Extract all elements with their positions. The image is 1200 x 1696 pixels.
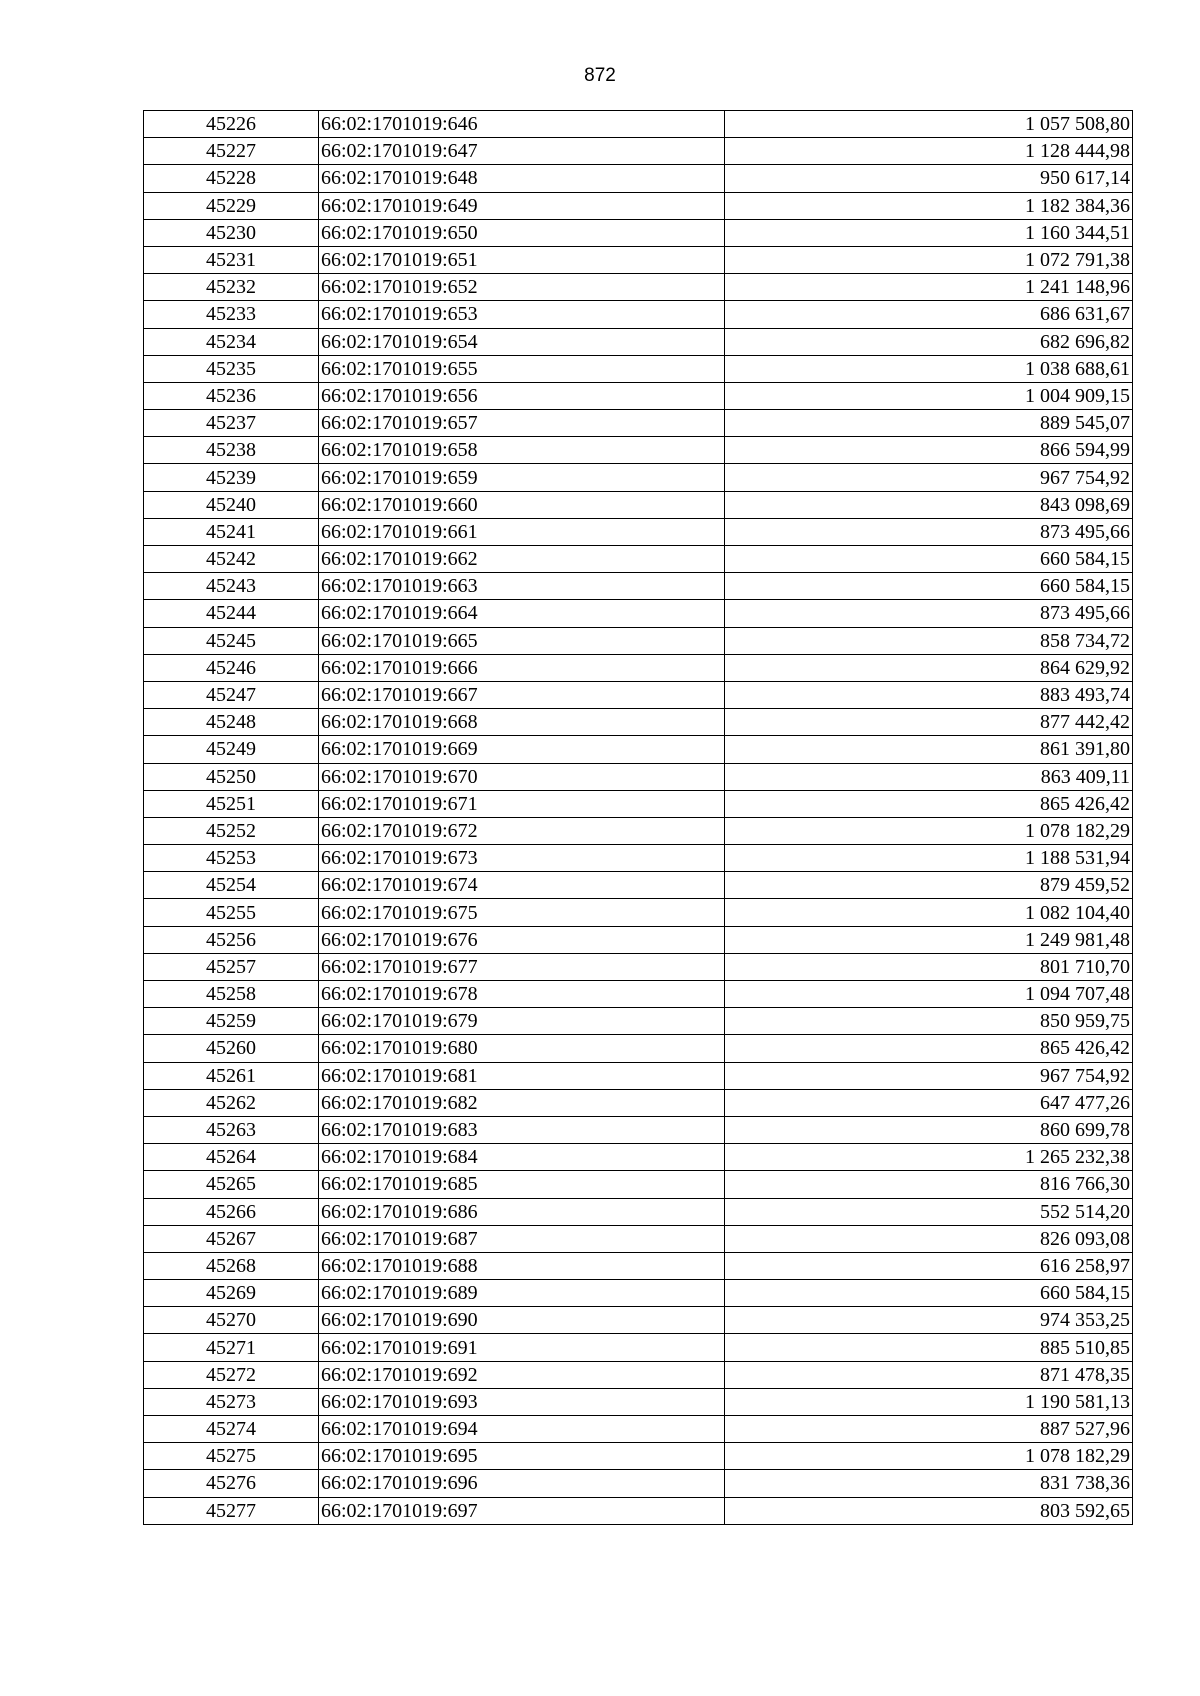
cadastral-number: 66:02:1701019:650 — [319, 219, 725, 246]
cadastral-value: 1 004 909,15 — [725, 382, 1133, 409]
row-number: 45238 — [144, 437, 319, 464]
row-number: 45230 — [144, 219, 319, 246]
table-row — [144, 355, 1133, 382]
cadastral-number: 66:02:1701019:651 — [319, 246, 725, 273]
table-row — [144, 817, 1133, 844]
row-number: 45242 — [144, 546, 319, 573]
row-number: 45276 — [144, 1470, 319, 1497]
cadastral-value: 950 617,14 — [725, 165, 1133, 192]
cadastral-value: 803 592,65 — [725, 1497, 1133, 1524]
cadastral-value: 831 738,36 — [725, 1470, 1133, 1497]
row-number: 45270 — [144, 1307, 319, 1334]
cadastral-value: 873 495,66 — [725, 600, 1133, 627]
table-row — [144, 1225, 1133, 1252]
row-number: 45254 — [144, 872, 319, 899]
cadastral-number: 66:02:1701019:664 — [319, 600, 725, 627]
cadastral-value: 865 426,42 — [725, 1035, 1133, 1062]
row-number: 45233 — [144, 301, 319, 328]
cadastral-number: 66:02:1701019:668 — [319, 709, 725, 736]
row-number: 45227 — [144, 138, 319, 165]
cadastral-value: 616 258,97 — [725, 1252, 1133, 1279]
table-row — [144, 1388, 1133, 1415]
table-row — [144, 274, 1133, 301]
row-number: 45247 — [144, 681, 319, 708]
table-row — [144, 328, 1133, 355]
table-row — [144, 518, 1133, 545]
cadastral-value: 660 584,15 — [725, 546, 1133, 573]
cadastral-number: 66:02:1701019:654 — [319, 328, 725, 355]
row-number: 45266 — [144, 1198, 319, 1225]
row-number: 45253 — [144, 845, 319, 872]
cadastral-number: 66:02:1701019:684 — [319, 1144, 725, 1171]
table-row — [144, 573, 1133, 600]
row-number: 45236 — [144, 382, 319, 409]
cadastral-value: 660 584,15 — [725, 573, 1133, 600]
cadastral-value: 1 038 688,61 — [725, 355, 1133, 382]
table-row — [144, 763, 1133, 790]
table-row — [144, 192, 1133, 219]
cadastral-number: 66:02:1701019:687 — [319, 1225, 725, 1252]
row-number: 45243 — [144, 573, 319, 600]
cadastral-number: 66:02:1701019:661 — [319, 518, 725, 545]
cadastral-value: 974 353,25 — [725, 1307, 1133, 1334]
cadastral-number: 66:02:1701019:678 — [319, 981, 725, 1008]
cadastral-number: 66:02:1701019:646 — [319, 111, 725, 138]
table-row — [144, 1470, 1133, 1497]
row-number: 45248 — [144, 709, 319, 736]
row-number: 45274 — [144, 1416, 319, 1443]
cadastral-value: 826 093,08 — [725, 1225, 1133, 1252]
row-number: 45259 — [144, 1008, 319, 1035]
row-number: 45241 — [144, 518, 319, 545]
table-row — [144, 382, 1133, 409]
cadastral-value: 1 094 707,48 — [725, 981, 1133, 1008]
table-row — [144, 681, 1133, 708]
table-body — [144, 111, 1133, 1525]
cadastral-number: 66:02:1701019:647 — [319, 138, 725, 165]
cadastral-value: 1 182 384,36 — [725, 192, 1133, 219]
cadastral-number: 66:02:1701019:656 — [319, 382, 725, 409]
cadastral-value: 864 629,92 — [725, 654, 1133, 681]
cadastral-value: 863 409,11 — [725, 763, 1133, 790]
table-row — [144, 111, 1133, 138]
cadastral-number: 66:02:1701019:666 — [319, 654, 725, 681]
table-row — [144, 1035, 1133, 1062]
table-row — [144, 491, 1133, 518]
cadastral-value: 647 477,26 — [725, 1089, 1133, 1116]
row-number: 45260 — [144, 1035, 319, 1062]
table-row — [144, 1062, 1133, 1089]
row-number: 45234 — [144, 328, 319, 355]
cadastral-number: 66:02:1701019:655 — [319, 355, 725, 382]
cadastral-value: 1 160 344,51 — [725, 219, 1133, 246]
cadastral-number: 66:02:1701019:697 — [319, 1497, 725, 1524]
table-row — [144, 1008, 1133, 1035]
cadastral-value: 850 959,75 — [725, 1008, 1133, 1035]
cadastral-number: 66:02:1701019:652 — [319, 274, 725, 301]
cadastral-number: 66:02:1701019:680 — [319, 1035, 725, 1062]
cadastral-value: 887 527,96 — [725, 1416, 1133, 1443]
row-number: 45262 — [144, 1089, 319, 1116]
page-number: 872 — [584, 65, 616, 86]
table-row — [144, 1307, 1133, 1334]
cadastral-number: 66:02:1701019:686 — [319, 1198, 725, 1225]
cadastral-value: 861 391,80 — [725, 736, 1133, 763]
cadastral-value: 552 514,20 — [725, 1198, 1133, 1225]
cadastral-number: 66:02:1701019:691 — [319, 1334, 725, 1361]
cadastral-value: 1 265 232,38 — [725, 1144, 1133, 1171]
row-number: 45252 — [144, 817, 319, 844]
table-row — [144, 437, 1133, 464]
row-number: 45232 — [144, 274, 319, 301]
row-number: 45268 — [144, 1252, 319, 1279]
table-row — [144, 981, 1133, 1008]
table-row — [144, 1144, 1133, 1171]
cadastral-number: 66:02:1701019:671 — [319, 790, 725, 817]
cadastral-value-table — [143, 110, 1133, 1525]
row-number: 45273 — [144, 1388, 319, 1415]
table-row — [144, 1334, 1133, 1361]
table-row — [144, 1198, 1133, 1225]
row-number: 45265 — [144, 1171, 319, 1198]
cadastral-value: 660 584,15 — [725, 1280, 1133, 1307]
cadastral-number: 66:02:1701019:675 — [319, 899, 725, 926]
row-number: 45256 — [144, 926, 319, 953]
row-number: 45271 — [144, 1334, 319, 1361]
row-number: 45255 — [144, 899, 319, 926]
cadastral-value: 1 190 581,13 — [725, 1388, 1133, 1415]
table-row — [144, 219, 1133, 246]
cadastral-value: 883 493,74 — [725, 681, 1133, 708]
cadastral-value: 1 241 148,96 — [725, 274, 1133, 301]
table-row — [144, 627, 1133, 654]
cadastral-number: 66:02:1701019:648 — [319, 165, 725, 192]
cadastral-number: 66:02:1701019:694 — [319, 1416, 725, 1443]
cadastral-number: 66:02:1701019:676 — [319, 926, 725, 953]
cadastral-number: 66:02:1701019:689 — [319, 1280, 725, 1307]
table-row — [144, 654, 1133, 681]
cadastral-number: 66:02:1701019:683 — [319, 1116, 725, 1143]
row-number: 45272 — [144, 1361, 319, 1388]
row-number: 45249 — [144, 736, 319, 763]
row-number: 45264 — [144, 1144, 319, 1171]
row-number: 45237 — [144, 410, 319, 437]
table-row — [144, 165, 1133, 192]
cadastral-value: 1 128 444,98 — [725, 138, 1133, 165]
cadastral-value: 871 478,35 — [725, 1361, 1133, 1388]
table-row — [144, 1089, 1133, 1116]
cadastral-value: 858 734,72 — [725, 627, 1133, 654]
cadastral-value: 1 072 791,38 — [725, 246, 1133, 273]
table-row — [144, 546, 1133, 573]
row-number: 45226 — [144, 111, 319, 138]
row-number: 45261 — [144, 1062, 319, 1089]
table-row — [144, 301, 1133, 328]
row-number: 45277 — [144, 1497, 319, 1524]
cadastral-number: 66:02:1701019:681 — [319, 1062, 725, 1089]
cadastral-value: 801 710,70 — [725, 953, 1133, 980]
table-row — [144, 1416, 1133, 1443]
cadastral-number: 66:02:1701019:665 — [319, 627, 725, 654]
cadastral-value: 816 766,30 — [725, 1171, 1133, 1198]
cadastral-value: 1 078 182,29 — [725, 817, 1133, 844]
cadastral-number: 66:02:1701019:659 — [319, 464, 725, 491]
cadastral-value: 1 249 981,48 — [725, 926, 1133, 953]
table-row — [144, 1116, 1133, 1143]
cadastral-value: 1 082 104,40 — [725, 899, 1133, 926]
cadastral-number: 66:02:1701019:670 — [319, 763, 725, 790]
cadastral-number: 66:02:1701019:649 — [319, 192, 725, 219]
cadastral-number: 66:02:1701019:667 — [319, 681, 725, 708]
cadastral-value: 843 098,69 — [725, 491, 1133, 518]
cadastral-value: 967 754,92 — [725, 1062, 1133, 1089]
table-row — [144, 1443, 1133, 1470]
cadastral-number: 66:02:1701019:695 — [319, 1443, 725, 1470]
cadastral-number: 66:02:1701019:660 — [319, 491, 725, 518]
cadastral-number: 66:02:1701019:688 — [319, 1252, 725, 1279]
cadastral-number: 66:02:1701019:674 — [319, 872, 725, 899]
cadastral-value: 1 188 531,94 — [725, 845, 1133, 872]
table-row — [144, 464, 1133, 491]
cadastral-number: 66:02:1701019:658 — [319, 437, 725, 464]
table-row — [144, 410, 1133, 437]
row-number: 45245 — [144, 627, 319, 654]
cadastral-number: 66:02:1701019:653 — [319, 301, 725, 328]
cadastral-number: 66:02:1701019:692 — [319, 1361, 725, 1388]
cadastral-value: 866 594,99 — [725, 437, 1133, 464]
cadastral-number: 66:02:1701019:685 — [319, 1171, 725, 1198]
cadastral-number: 66:02:1701019:682 — [319, 1089, 725, 1116]
row-number: 45263 — [144, 1116, 319, 1143]
row-number: 45240 — [144, 491, 319, 518]
table-row — [144, 1171, 1133, 1198]
cadastral-number: 66:02:1701019:679 — [319, 1008, 725, 1035]
cadastral-value: 889 545,07 — [725, 410, 1133, 437]
table-row — [144, 1280, 1133, 1307]
cadastral-value: 682 696,82 — [725, 328, 1133, 355]
row-number: 45231 — [144, 246, 319, 273]
row-number: 45257 — [144, 953, 319, 980]
table-row — [144, 709, 1133, 736]
row-number: 45250 — [144, 763, 319, 790]
row-number: 45244 — [144, 600, 319, 627]
cadastral-value: 967 754,92 — [725, 464, 1133, 491]
table-row — [144, 790, 1133, 817]
row-number: 45251 — [144, 790, 319, 817]
row-number: 45275 — [144, 1443, 319, 1470]
cadastral-number: 66:02:1701019:693 — [319, 1388, 725, 1415]
row-number: 45229 — [144, 192, 319, 219]
row-number: 45267 — [144, 1225, 319, 1252]
cadastral-value: 879 459,52 — [725, 872, 1133, 899]
row-number: 45239 — [144, 464, 319, 491]
table-row — [144, 736, 1133, 763]
table-row — [144, 1252, 1133, 1279]
table-row — [144, 1497, 1133, 1524]
cadastral-value: 1 078 182,29 — [725, 1443, 1133, 1470]
cadastral-value: 877 442,42 — [725, 709, 1133, 736]
table-row — [144, 246, 1133, 273]
cadastral-number: 66:02:1701019:672 — [319, 817, 725, 844]
table-row — [144, 899, 1133, 926]
row-number: 45228 — [144, 165, 319, 192]
table-row — [144, 872, 1133, 899]
table-row — [144, 845, 1133, 872]
row-number: 45235 — [144, 355, 319, 382]
row-number: 45269 — [144, 1280, 319, 1307]
cadastral-value: 885 510,85 — [725, 1334, 1133, 1361]
cadastral-value: 686 631,67 — [725, 301, 1133, 328]
cadastral-number: 66:02:1701019:662 — [319, 546, 725, 573]
table-row — [144, 1361, 1133, 1388]
table-row — [144, 138, 1133, 165]
cadastral-number: 66:02:1701019:677 — [319, 953, 725, 980]
table-row — [144, 926, 1133, 953]
cadastral-value: 1 057 508,80 — [725, 111, 1133, 138]
row-number: 45246 — [144, 654, 319, 681]
cadastral-number: 66:02:1701019:669 — [319, 736, 725, 763]
cadastral-number: 66:02:1701019:673 — [319, 845, 725, 872]
cadastral-value: 865 426,42 — [725, 790, 1133, 817]
cadastral-number: 66:02:1701019:657 — [319, 410, 725, 437]
cadastral-value: 860 699,78 — [725, 1116, 1133, 1143]
cadastral-number: 66:02:1701019:663 — [319, 573, 725, 600]
cadastral-number: 66:02:1701019:696 — [319, 1470, 725, 1497]
cadastral-number: 66:02:1701019:690 — [319, 1307, 725, 1334]
table-row — [144, 953, 1133, 980]
row-number: 45258 — [144, 981, 319, 1008]
cadastral-value: 873 495,66 — [725, 518, 1133, 545]
table-row — [144, 600, 1133, 627]
